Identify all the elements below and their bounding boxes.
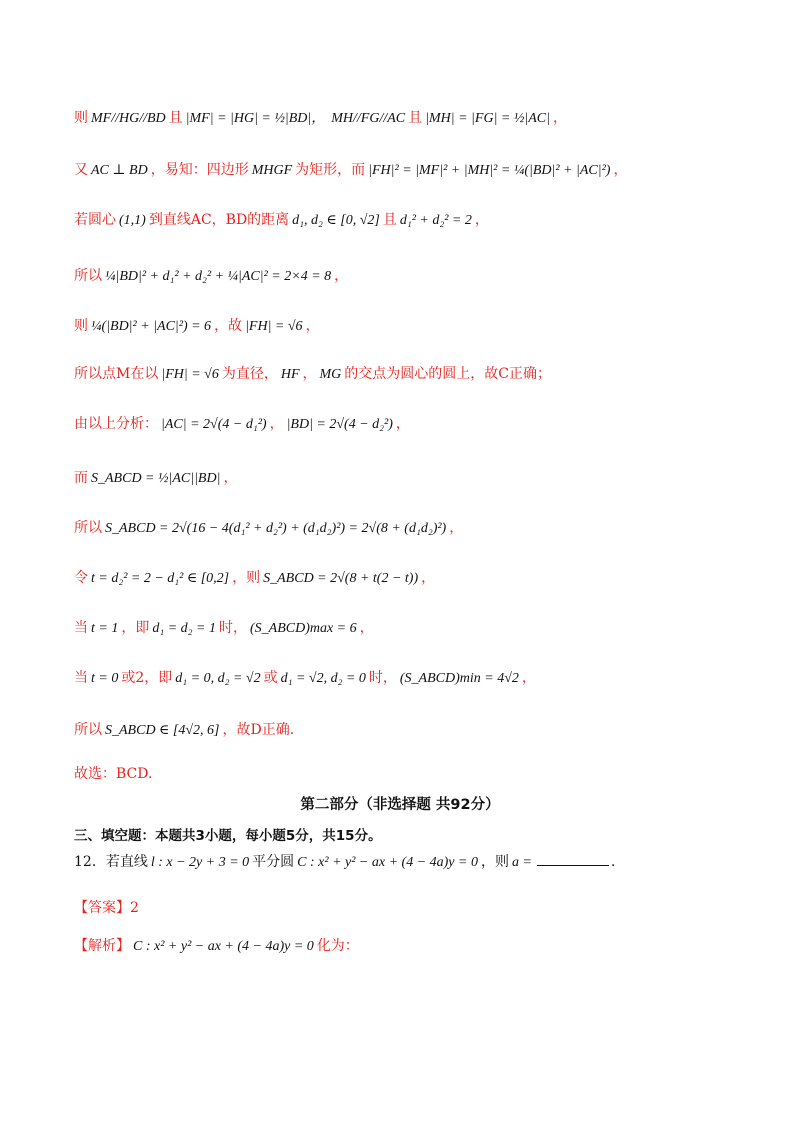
solution-line: 又 AC ⊥ BD ，易知：四边形 MHGF 为矩形，而 |FH|² = |MF|² + |MH|² = ¼(|BD|² + |AC|²) ， [74,162,628,178]
solution-line: 由以上分析： |AC| = 2√(4 − d₁²) ， |BD| = 2√(4 − d₂²) ， [74,416,410,432]
analysis-line: 【解析】 C : x² + y² − ax + (4 − 4a)y = 0 化为： [74,938,359,954]
solution-line: 所以 ¼|BD|² + d₁² + d₂² + ¼|AC|² = 2×4 = 8 ， [74,268,349,284]
solution-line: 当 t = 1 ，即 d₁ = d₂ = 1 时， (S_ABCD)max = 6 ， [74,620,374,636]
solution-line: 所以点M在以 |FH| = √6 为直径， HF ， MG 的交点为圆心的圆上，故C正确； [74,366,552,382]
solution-line: 若圆心 (1,1) 到直线AC，BD的距离 d₁, d₂ ∈ [0, √2] 且 d₁² + d₂² = 2 ， [74,212,489,228]
question-12: 12．若直线 l : x − 2y + 3 = 0 平分圆 C : x² + y² − ax + (4 − 4a)y = 0 ，则 a = . [74,854,616,870]
solution-line: 所以 S_ABCD ∈ [4√2, 6] ，故D正确. [74,722,295,738]
answer-blank [537,853,609,866]
solution-line: 所以 S_ABCD = 2√(16 − 4(d₁² + d₂²) + (d₁d₂)²) = 2√(8 + (d₁d₂)²) ， [74,520,464,536]
solution-line: 令 t = d₂² = 2 − d₁² ∈ [0,2] ，则 S_ABCD = 2√(8 + t(2 − t)) ， [74,570,436,586]
part-heading: 第二部分（非选择题 共92分） [300,797,500,813]
solution-line: 当 t = 0 或2，即 d₁ = 0, d₂ = √2 或 d₁ = √2, d₂ = 0 时， (S_ABCD)min = 4√2 ， [74,670,536,686]
answer-value: 2 [130,900,139,916]
analysis-label: 【解析】 [74,938,130,954]
answer-line [74,898,734,918]
solution-line: 则 ¼(|BD|² + |AC|²) = 6 ，故 |FH| = √6 ， [74,318,320,334]
section-heading: 三、填空题：本题共3小题，每小题5分，共15分。 [74,828,382,844]
answer-label: 【答案】 [74,900,130,916]
solution-line: 而 S_ABCD = ½|AC||BD| ， [74,470,238,486]
final-choice: 故选：BCD. [74,766,153,782]
solution-line: 则 MF//HG//BD 且 |MF| = |HG| = ½|BD|， MH//FG//AC 且 |MH| = |FG| = ½|AC| ， [74,110,567,126]
